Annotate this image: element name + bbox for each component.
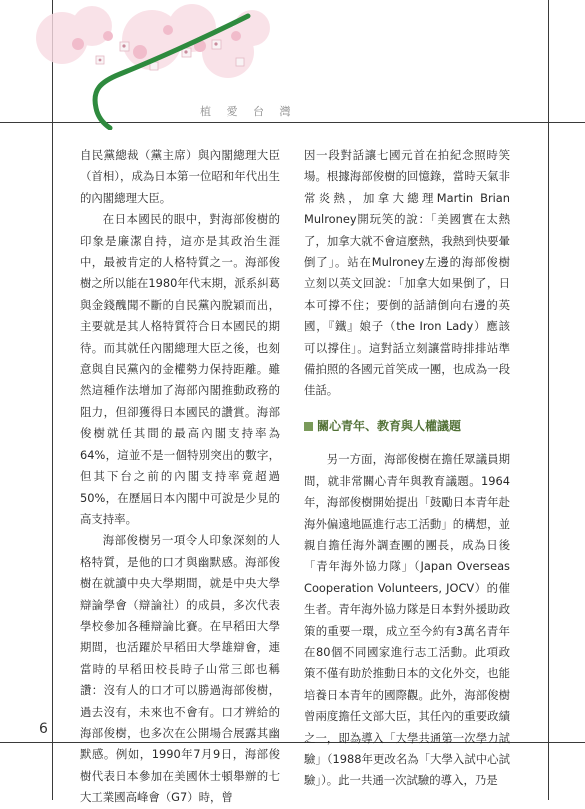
left-text-column bbox=[80, 145, 280, 809]
section-heading bbox=[304, 416, 510, 437]
body-paragraph: 海部俊樹另一項令人印象深刻的人格特質，是他的口才與幽默感。海部俊樹在就讀中央大學期間，就是中央大學辯論學會（辯論社）的成員，多次代表學校參加各種辯論比賽。在早稻田大學期間，也活躍於早稻田大學雄辯會，連當時的早稻田校長時子山常三郎也稱讚：沒有人的口才可以勝過海部俊樹，過去沒有，未來也不會有。口才辨給的海部俊樹，也多次在公開場合展露其幽默感。例如，1990年7月9日，海部俊樹代表日本參加在美國休士頓舉辦的七大工業國高峰會（G7）時，曾 bbox=[80, 533, 280, 805]
body-paragraph: 另一方面，海部俊樹在擔任眾議員期間，就非常關心青年與教育議題。1964年，海部俊樹開始提出「鼓勵日本青年赴海外偏遠地區進行志工活動」的構想，並親自擔任海外調查團的團長，成為日後「青年海外協力隊」（Japan Overseas Cooperation Volunteers, JOCV）的催生者。青年海外協力隊是日本對外援助政策的重要一環，成立至今約有3萬名青年在80個不同國家進行志工活動。此項政策不僅有助於推動日本的文化外交，也能培養日本青年的國際觀。此外，海部俊樹曾兩度擔任文部大臣，其任內的重要政績之一，即為導入「大學共通第一次學力試驗」（1988年更改名為「大學入試中心試驗」）。此一共通一次試驗的導入，乃是 bbox=[304, 452, 510, 788]
body-paragraph: 自民黨總裁（黨主席）與內閣總理大臣（首相），成為日本第一位昭和年代出生的內閣總理大臣。 bbox=[80, 148, 280, 205]
crop-line-right bbox=[548, 0, 549, 800]
right-text-column bbox=[304, 145, 510, 792]
heading-square-icon bbox=[304, 422, 313, 431]
section-tag: 植 愛 台 灣 bbox=[200, 105, 297, 118]
section-heading-text: 關心青年、教育與人權議題 bbox=[317, 418, 462, 433]
body-paragraph: 在日本國民的眼中，對海部俊樹的印象是廉潔自持，這亦是其政治生涯中，最被肯定的人格特質之一。海部俊樹之所以能在1980年代末期，派系糾葛與金錢醜聞不斷的自民黨內脫穎而出，主要就是其人格特質符合日本國民的期待。而其就任內閣總理大臣之後，也刻意與自民黨內的金權勢力保持距離。雖然這種作法增加了海部內閣推動政務的阻力，但卻獲得日本國民的讚賞。海部俊樹就任其間的最高內閣支持率為64%，這並不是一個特別突出的數字，但其下台之前的內閣支持率竟超過50%，在歷屆日本內閣中可說是少見的高支持率。 bbox=[80, 212, 280, 526]
body-paragraph: 因一段對話讓七國元首在拍紀念照時笑場。根據海部俊樹的回憶錄，當時天氣非常炎熱，加拿大總理Martin Brian Mulroney開玩笑的說：「美國實在太熱了，加拿大就不會這麼熱，我熱到快要暈倒了」。站在Mulroney左邊的海部俊樹立刻以英文回說：「加拿大如果倒了，日本可撐不住；要倒的話請倒向右邊的英國，『鐵』娘子（the Iron Lady）應該可以撐住」。這對話立刻讓當時排排站準備拍照的各國元首笑成一團，也成為一段佳話。 bbox=[304, 148, 510, 398]
page-number: 6 bbox=[39, 721, 48, 737]
